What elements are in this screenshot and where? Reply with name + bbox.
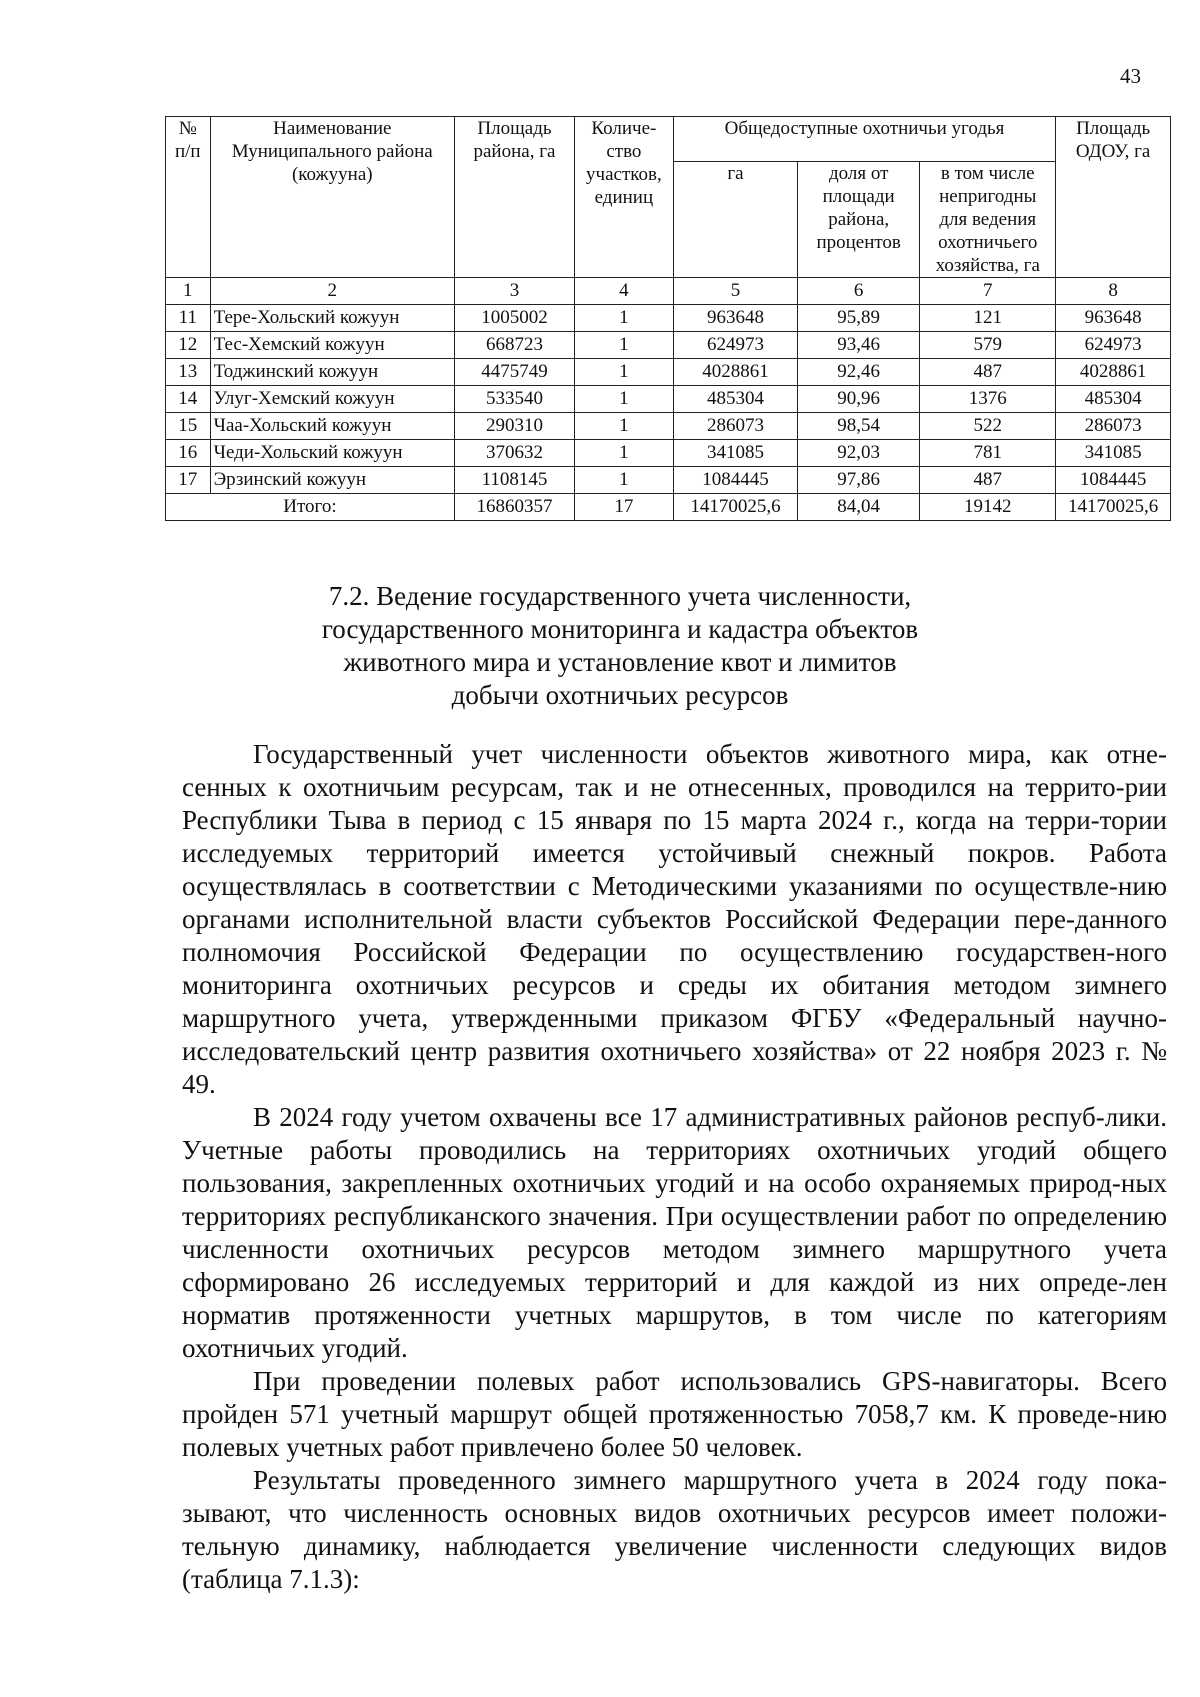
cell-ha: 1084445 [673, 467, 797, 494]
cell-odou: 624973 [1056, 332, 1171, 359]
cell-count: 1 [575, 305, 674, 332]
cell-ha: 341085 [673, 440, 797, 467]
header-public-grounds: Общедоступные охотничьи угодья [673, 117, 1055, 162]
cell-num: 14 [166, 386, 211, 413]
cell-unfit: 487 [920, 467, 1056, 494]
page-number: 43 [1120, 64, 1141, 88]
header-area: Площадь района, га [454, 117, 574, 278]
cell-num: 13 [166, 359, 211, 386]
cell-count: 1 [575, 467, 674, 494]
cell-count: 1 [575, 413, 674, 440]
cell-share: 90,96 [798, 386, 920, 413]
cell-count: 1 [575, 440, 674, 467]
cell-num: 17 [166, 467, 211, 494]
cell-odou: 341085 [1056, 440, 1171, 467]
header-share: доля от площади района, процентов [798, 162, 920, 278]
section-title-line: животного мира и установление квот и лимитов [343, 647, 897, 677]
cell-share: 92,46 [798, 359, 920, 386]
cell-area: 668723 [454, 332, 574, 359]
cell-share: 93,46 [798, 332, 920, 359]
body-text [182, 738, 1167, 1596]
section-title-line: государственного мониторинга и кадастра объектов [321, 614, 919, 644]
column-number: 8 [1056, 278, 1171, 305]
cell-share: 92,03 [798, 440, 920, 467]
cell-num: 15 [166, 413, 211, 440]
cell-area: 1108145 [454, 467, 574, 494]
cell-ha: 286073 [673, 413, 797, 440]
header-unfit: в том числе непригодны для ведения охотничьего хозяйства, га [920, 162, 1056, 278]
cell-odou: 485304 [1056, 386, 1171, 413]
total-share: 84,04 [798, 494, 920, 521]
header-count: Количе-ство участков, единиц [575, 117, 674, 278]
paragraph: Государственный учет численности объектов животного мира, как отне-сенных к охотничьим ресурсам, так и не отнесенных, проводился на террито-рии Республики Тыва в период с 15 января по 15 марта 2024 г., когда на терри-тории исследуемых территорий имеется устойчивый снежный покров. Работа осуществлялась в соответствии с Методическими указаниями по осуществле-нию органами исполнительной власти субъектов Российской Федерации пере-данного полномочия Российской Федерации по осуществлению государствен-ного мониторинга охотничьих ресурсов и среды их обитания методом зимнего маршрутного учета, утвержденными приказом ФГБУ «Федеральный научно-исследовательский центр развития охотничьего хозяйства» от 22 ноября 2023 г. № 49. [182, 739, 1167, 1099]
cell-name: Чеди-Хольский кожуун [210, 440, 454, 467]
cell-unfit: 487 [920, 359, 1056, 386]
total-label: Итого: [166, 494, 455, 521]
cell-count: 1 [575, 359, 674, 386]
cell-ha: 485304 [673, 386, 797, 413]
table-row [166, 386, 1171, 413]
cell-share: 95,89 [798, 305, 920, 332]
cell-count: 1 [575, 386, 674, 413]
cell-unfit: 781 [920, 440, 1056, 467]
header-row-1 [166, 117, 1171, 162]
header-name: Наименование Муниципального района (кожууна) [210, 117, 454, 278]
cell-ha: 624973 [673, 332, 797, 359]
cell-name: Чаа-Хольский кожуун [210, 413, 454, 440]
paragraph: При проведении полевых работ использовались GPS-навигаторы. Всего пройден 571 учетный маршрут общей протяженностью 7058,7 км. К проведе-нию полевых учетных работ привлечено более 50 человек. [182, 1366, 1167, 1462]
total-ha: 14170025,6 [673, 494, 797, 521]
cell-name: Тес-Хемский кожуун [210, 332, 454, 359]
cell-count: 1 [575, 332, 674, 359]
cell-ha: 4028861 [673, 359, 797, 386]
total-unfit: 19142 [920, 494, 1056, 521]
column-number: 4 [575, 278, 674, 305]
table-row [166, 305, 1171, 332]
column-number: 2 [210, 278, 454, 305]
cell-area: 4475749 [454, 359, 574, 386]
cell-name: Эрзинский кожуун [210, 467, 454, 494]
paragraph: Результаты проведенного зимнего маршрутного учета в 2024 году пока-зывают, что численность основных видов охотничьих ресурсов имеет положи-тельную динамику, наблюдается увеличение численности следующих видов (таблица 7.1.3): [182, 1465, 1167, 1594]
total-odou: 14170025,6 [1056, 494, 1171, 521]
cell-odou: 1084445 [1056, 467, 1171, 494]
cell-area: 290310 [454, 413, 574, 440]
section-title-line: 7.2. Ведение государственного учета численности, [328, 581, 912, 611]
paragraph: В 2024 году учетом охвачены все 17 административных районов респуб-лики. Учетные работы проводились на территориях охотничьих угодий общего пользования, закрепленных охотничьих угодий и на особо охраняемых природ-ных территориях республиканского значения. При осуществлении работ по определению численности охотничьих ресурсов методом зимнего маршрутного учета сформировано 26 исследуемых территорий и для каждой из них опреде-лен норматив протяженности учетных маршрутов, в том числе по категориям охотничьих угодий. [182, 1102, 1167, 1363]
cell-num: 11 [166, 305, 211, 332]
total-row [166, 494, 1171, 521]
column-number: 1 [166, 278, 211, 305]
cell-odou: 286073 [1056, 413, 1171, 440]
header-odou: Площадь ОДОУ, га [1056, 117, 1171, 278]
total-count: 17 [575, 494, 674, 521]
table-row [166, 413, 1171, 440]
column-number: 7 [920, 278, 1056, 305]
section-title [240, 580, 1000, 712]
cell-unfit: 1376 [920, 386, 1056, 413]
column-number: 3 [454, 278, 574, 305]
table-row [166, 332, 1171, 359]
table-row [166, 440, 1171, 467]
cell-name: Тере-Хольский кожуун [210, 305, 454, 332]
column-number: 5 [673, 278, 797, 305]
cell-area: 1005002 [454, 305, 574, 332]
cell-num: 16 [166, 440, 211, 467]
header-num: № п/п [166, 117, 211, 278]
column-number-row [166, 278, 1171, 305]
cell-odou: 963648 [1056, 305, 1171, 332]
cell-name: Тоджинский кожуун [210, 359, 454, 386]
cell-unfit: 522 [920, 413, 1056, 440]
cell-share: 97,86 [798, 467, 920, 494]
cell-unfit: 121 [920, 305, 1056, 332]
cell-unfit: 579 [920, 332, 1056, 359]
table-row [166, 359, 1171, 386]
cell-ha: 963648 [673, 305, 797, 332]
cell-odou: 4028861 [1056, 359, 1171, 386]
cell-area: 533540 [454, 386, 574, 413]
cell-area: 370632 [454, 440, 574, 467]
column-number: 6 [798, 278, 920, 305]
header-ha: га [673, 162, 797, 278]
total-area: 16860357 [454, 494, 574, 521]
table-row [166, 467, 1171, 494]
cell-share: 98,54 [798, 413, 920, 440]
section-title-line: добычи охотничьих ресурсов [451, 680, 789, 710]
hunting-grounds-table [165, 116, 1171, 521]
cell-num: 12 [166, 332, 211, 359]
cell-name: Улуг-Хемский кожуун [210, 386, 454, 413]
